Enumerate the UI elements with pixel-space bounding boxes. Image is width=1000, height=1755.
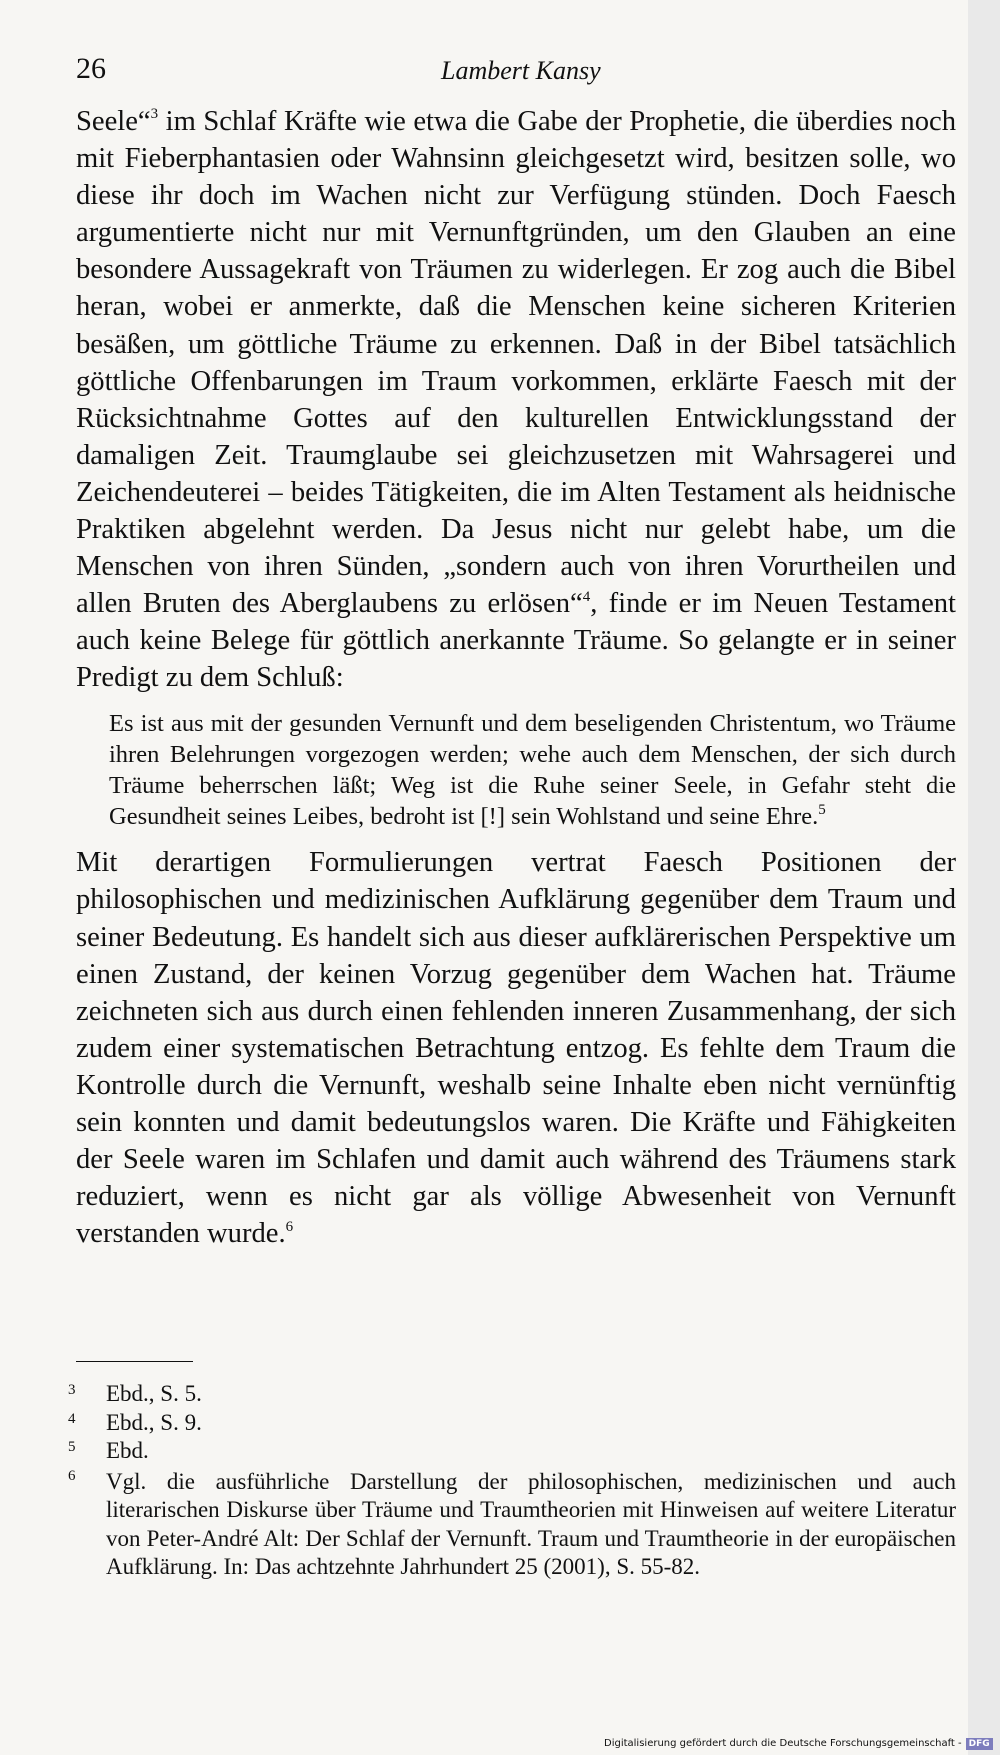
footnote-number: 3: [68, 1382, 76, 1398]
footnotes: [68, 1380, 956, 1582]
credit-text: Digitalisierung gefördert durch die Deutsche Forschungsgemeinschaft -: [604, 1738, 962, 1749]
paragraph-1-end: , finde er im Neuen Testament auch keine Belege für göttlich anerkannte Träume. So gelangte er in seiner Predigt zu dem Schluß:: [76, 588, 956, 694]
footnote-ref-6: 6: [285, 1218, 294, 1235]
dfg-logo-icon: DFG: [966, 1738, 993, 1750]
block-quote-text: Es ist aus mit der gesunden Vernunft und dem beseligenden Christentum, wo Träume ihren Belehrungen vorgezogen werden; wehe auch dem Menschen, der sich durch Träume beherrschen läßt; Weg ist die Ruhe seiner Seele, in Gefahr steht die Gesundheit seines Leibes, bedroht ist [!] sein Wohlstand und seine Ehre.: [109, 709, 956, 831]
paragraph-2-text: Mit derartigen Formulierungen vertrat Faesch Positionen der philosophischen und medizinischen Aufklärung gegenüber dem Traum und seiner Bedeutung. Es handelt sich aus dieser aufklärerischen Perspektive um einen Zustand, der keinen Vorzug gegenüber dem Wachen hat. Träume zeichneten sich aus durch einen fehlenden inneren Zusammenhang, der sich zudem einer systematischen Betrachtung entzog. Es fehlte dem Traum die Kontrolle durch die Vernunft, weshalb seine Inhalte eben nicht vernünftig sein konnten und damit bedeutungslos waren. Die Kräfte und Fähigkeiten der Seele waren im Schlafen und damit auch während des Träumens stark reduziert, wenn es nicht gar als völlige Abwesenheit von Vernunft verstanden wurde.: [76, 847, 956, 1250]
footnote-number: 5: [68, 1439, 76, 1455]
footnote-text: Ebd., S. 9.: [106, 1409, 202, 1435]
paragraph-1-middle: im Schlaf Kräfte wie etwa die Gabe der Prophetie, die überdies noch mit Fieberphantasien oder Wahnsinn gleichgesetzt wird, besitzen solle, wo diese ihr doch im Wachen nicht zur Verfügung stünden. Doch Faesch argumentierte nicht nur mit Vernunftgründen, um den Glauben an eine besondere Aussagekraft von Träumen zu widerlegen. Er zog auch die Bibel heran, wobei er anmerkte, daß die Menschen keine sicheren Kriterien besäßen, um göttliche Träume zu erkennen. Daß in der Bibel tatsächlich göttliche Offenbarungen im Traum vorkommen, erklärte Faesch mit der Rücksichtnahme Gottes auf den kulturellen Entwicklungsstand der damaligen Zeit. Traumglaube sei gleichzusetzen mit Wahrsagerei und Zeichendeuterei – beides Tätigkeiten, die im Alten Testament als heidnische Praktiken abgelehnt werden. Da Jesus nicht nur gelebt habe, um die Menschen von ihren Sünden, „sondern auch von ihren Vorurtheilen und allen Bruten des Aberglaubens zu erlösen“: [76, 106, 956, 620]
page-number: 26: [76, 52, 106, 85]
footnote-text: Ebd.: [106, 1438, 149, 1463]
footnote-number: 6: [68, 1467, 76, 1484]
footnote-text: Ebd., S. 5.: [106, 1381, 202, 1406]
footnote-text: Vgl. die ausführliche Darstellung der philosophischen, medizinischen und auch literarischen Diskurse über Träume und Traumtheorien mit Hinweisen auf weitere Literatur von Peter-André Alt: Der Schlaf der Vernunft. Traum und Traumtheorie in der europäischen Aufklärung. In: Das achtzehnte Jahrhundert 25 (2001), S. 55-82.: [106, 1468, 956, 1579]
footnote-3: [68, 1380, 956, 1409]
footnote-5: [68, 1437, 956, 1466]
footnote-ref-5: 5: [818, 801, 826, 818]
main-text: [76, 103, 956, 1252]
paragraph-2: [76, 844, 956, 1252]
footnote-ref-4: 4: [582, 588, 591, 605]
footnote-separator: [76, 1361, 193, 1362]
paragraph-1-start: Seele“: [76, 106, 151, 137]
block-quote: [109, 708, 956, 833]
footnote-ref-3: 3: [150, 106, 159, 123]
footnote-6: [68, 1466, 956, 1582]
running-head-author: Lambert Kansy: [441, 56, 601, 85]
page-header: [76, 52, 956, 102]
footnote-4: [68, 1409, 956, 1438]
footnote-number: 4: [68, 1410, 76, 1427]
page-edge: [968, 0, 1000, 1755]
digitization-credit: [604, 1738, 993, 1750]
paragraph-1: [76, 103, 956, 697]
